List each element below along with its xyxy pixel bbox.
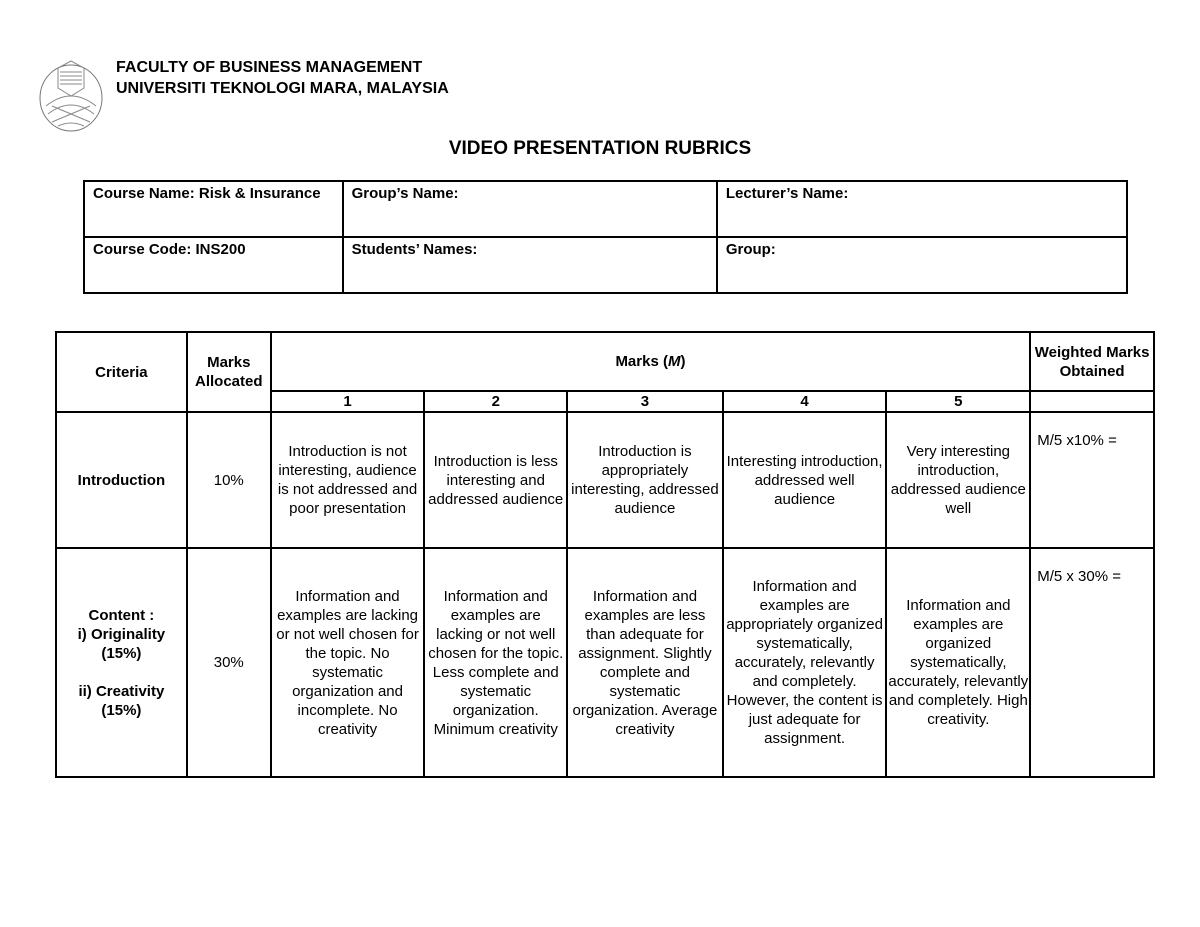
university-name: UNIVERSITI TEKNOLOGI MARA, MALAYSIA [116,80,449,97]
group-field[interactable]: Group: [717,237,1127,293]
descriptor-cell: Introduction is appropriately interesting, addressed audience [567,412,723,548]
weighted-content[interactable]: M/5 x 30% = [1030,548,1154,777]
scale-1: 1 [271,391,425,412]
university-crest-logo [38,56,104,134]
descriptor-cell: Interesting introduction, addressed well audience [723,412,887,548]
faculty-name: FACULTY OF BUSINESS MANAGEMENT [116,59,423,76]
descriptor-cell: Introduction is less interesting and addressed audience [424,412,567,548]
students-names-field[interactable]: Students’ Names: [343,237,717,293]
scale-4: 4 [723,391,887,412]
scale-5: 5 [886,391,1030,412]
table-row [56,548,1154,777]
descriptor-cell: Information and examples are lacking or not well chosen for the topic. No systematic organization and incomplete. No creativity [271,548,425,777]
group-name-field[interactable]: Group’s Name: [343,181,717,237]
lecturer-name-field[interactable]: Lecturer’s Name: [717,181,1127,237]
weighted-scale-blank [1030,391,1154,412]
course-name-cell: Course Name: Risk & Insurance [84,181,343,237]
course-info-table [83,180,1128,294]
allocated-introduction: 10% [187,412,271,548]
descriptor-cell: Very interesting introduction, addressed audience well [886,412,1030,548]
scale-2: 2 [424,391,567,412]
descriptor-cell: Information and examples are appropriately organized systematically, accurately, relevantly and completely. However, the content is just adequate for assignment. [723,548,887,777]
marks-allocated-header: Marks Allocated [187,332,271,412]
table-row [56,412,1154,548]
page-title: VIDEO PRESENTATION RUBRICS [448,138,752,159]
criteria-introduction: Introduction [56,412,187,548]
scale-3: 3 [567,391,723,412]
allocated-content: 30% [187,548,271,777]
weighted-marks-header: Weighted Marks Obtained [1030,332,1154,391]
descriptor-cell: Information and examples are organized systematically, accurately, relevantly and completely. High creativity. [886,548,1030,777]
weighted-introduction[interactable]: M/5 x10% = [1030,412,1154,548]
criteria-creativity: ii) Creativity (15%) [78,682,165,719]
criteria-content [56,548,187,777]
criteria-content-title: Content : [88,606,155,624]
descriptor-cell: Introduction is not interesting, audience is not addressed and poor presentation [271,412,425,548]
criteria-originality: i) Originality (15%) [77,625,166,662]
rubric-table [55,331,1155,778]
descriptor-cell: Information and examples are lacking or not well chosen for the topic. Less complete and systematic organization. Minimum creativity [424,548,567,777]
criteria-header: Criteria [56,332,187,412]
descriptor-cell: Information and examples are less than adequate for assignment. Slightly complete and systematic organization. Average creativity [567,548,723,777]
course-code-cell: Course Code: INS200 [84,237,343,293]
marks-header: Marks (M) [271,332,1030,391]
